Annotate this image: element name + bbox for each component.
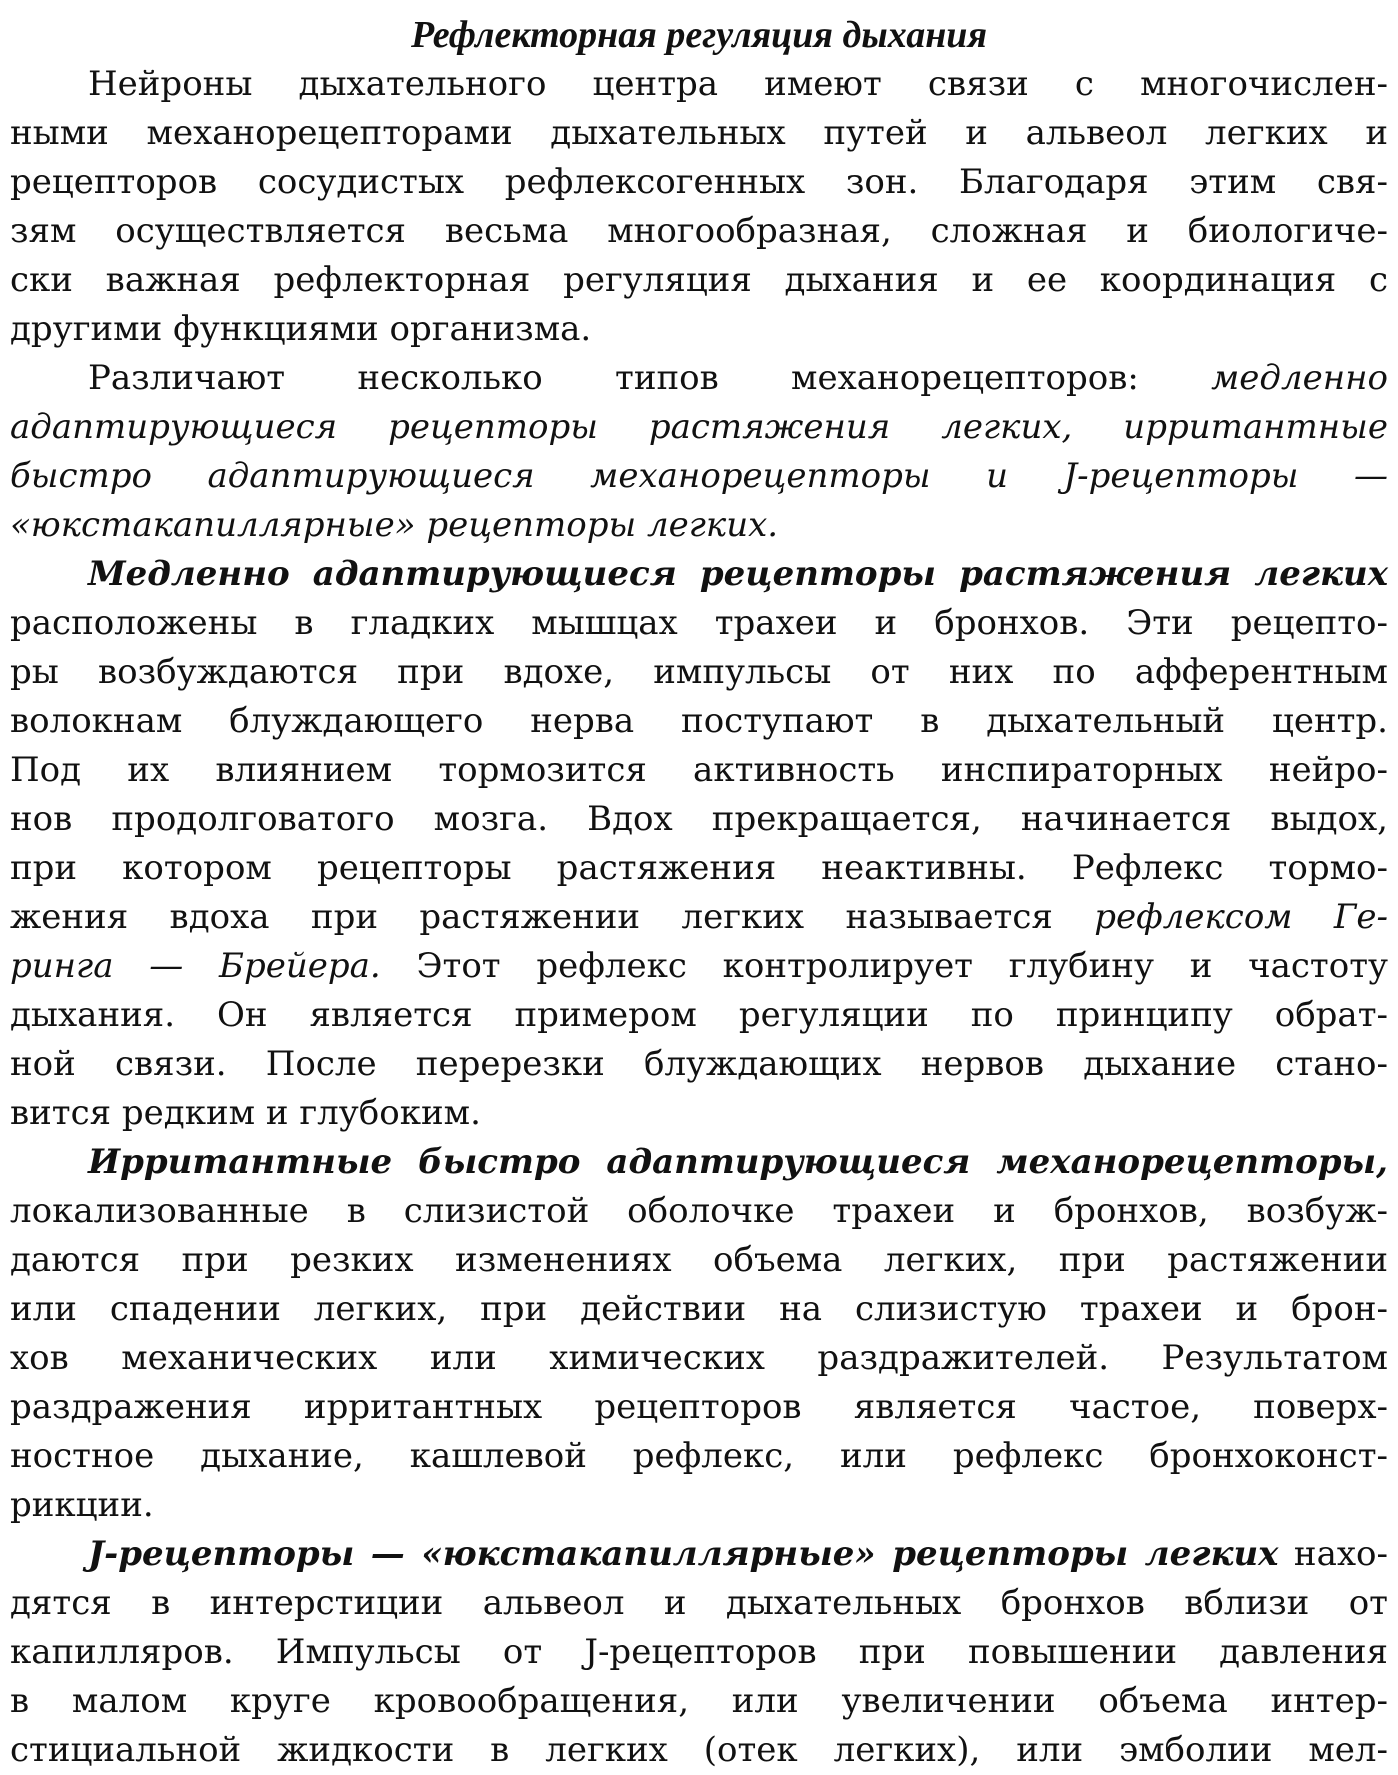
text-line (10, 1530, 1388, 1579)
text-line: в малом круге кровообращения, или увеличении объема интер- (10, 1681, 1388, 1721)
text-line: даются при резких изменениях объема легких, при растяжении (10, 1240, 1388, 1280)
paragraph-j-receptors (10, 1530, 1388, 1775)
text-line: раздражения ирритантных рецепторов является частое, поверх- (10, 1387, 1388, 1427)
text-line: дыхания. Он является примером регуляции по принципу обрат- (10, 995, 1388, 1035)
text-line: стициальной жидкости в легких (отек легких), или эмболии мел- (10, 1730, 1388, 1770)
italic-term-line: адаптирующиеся рецепторы растяжения легких, ирритантные (10, 407, 1388, 447)
text-line: ски важная рефлекторная регуляция дыхания и ее координация с (10, 260, 1388, 300)
text-line: расположены в гладких мышцах трахеи и бронхов. Эти рецепто- (10, 603, 1388, 643)
text-line (10, 354, 1388, 403)
text-line: хов механических или химических раздражителей. Результатом (10, 1338, 1388, 1378)
text-line: другими функциями организма. (10, 309, 592, 349)
section-title: Рефлекторная регуляция дыхания (410, 14, 988, 56)
text-run: жения вдоха при растяжении легких называется (10, 897, 1095, 937)
paragraph-intro (10, 60, 1388, 354)
text-line (10, 942, 1388, 991)
text-run: Различают несколько типов механорецепторов: (88, 358, 1212, 398)
text-line: вится редким и глубоким. (10, 1093, 481, 1133)
text-line: при котором рецепторы растяжения неактивны. Рефлекс тормо- (10, 848, 1388, 888)
text-line: локализованные в слизистой оболочке трахеи и бронхов, возбуж- (10, 1191, 1388, 1231)
text-line: ностное дыхание, кашлевой рефлекс, или рефлекс бронхоконст- (10, 1436, 1388, 1476)
paragraph-receptor-types (10, 354, 1388, 550)
bold-italic-heading-term: Ирритантные быстро адаптирующиеся механорецепторы, (88, 1142, 1388, 1182)
text-line: ной связи. После перерезки блуждающих нервов дыхание стано- (10, 1044, 1388, 1084)
text-line: или спадении легких, при действии на слизистую трахеи и брон- (10, 1289, 1388, 1329)
italic-term-line: «юкстакапиллярные» рецепторы легких. (10, 505, 779, 545)
text-run: нахо- (1278, 1534, 1389, 1574)
bold-italic-heading-term: Медленно адаптирующиеся рецепторы растяжения легких (88, 554, 1388, 594)
italic-term-line: быстро адаптирующиеся механорецепторы и J-рецепторы — (10, 456, 1388, 496)
text-line: ными механорецепторами дыхательных путей и альвеол легких и (10, 113, 1388, 153)
text-line (10, 893, 1388, 942)
text-line: Под их влиянием тормозится активность инспираторных нейро- (10, 750, 1388, 790)
text-line: рикции. (10, 1485, 154, 1525)
text-line: нов продолговатого мозга. Вдох прекращается, начинается выдох, (10, 799, 1388, 839)
italic-term: медленно (1211, 358, 1388, 398)
text-line: рецепторов сосудистых рефлексогенных зон. Благодаря этим свя- (10, 162, 1388, 202)
paragraph-stretch-receptors (10, 550, 1388, 1138)
bold-italic-heading-term: J-рецепторы — «юкстакапиллярные» рецепторы легких (88, 1534, 1279, 1574)
text-line: дятся в интерстиции альвеол и дыхательных бронхов вблизи от (10, 1583, 1388, 1623)
text-line: зям осуществляется весьма многообразная, сложная и биологиче- (10, 211, 1388, 251)
italic-term: рефлексом Ге- (1094, 897, 1388, 937)
text-line: Нейроны дыхательного центра имеют связи с многочислен- (88, 64, 1388, 104)
text-line: капилляров. Импульсы от J-рецепторов при повышении давления (10, 1632, 1388, 1672)
paragraph-irritant-receptors (10, 1138, 1388, 1530)
text-line: ры возбуждаются при вдохе, импульсы от них по афферентным (10, 652, 1388, 692)
text-run: Этот рефлекс контролирует глубину и частоту (380, 946, 1389, 986)
italic-term: ринга — Брейера. (10, 946, 381, 986)
text-line: волокнам блуждающего нерва поступают в дыхательный центр. (10, 701, 1388, 741)
